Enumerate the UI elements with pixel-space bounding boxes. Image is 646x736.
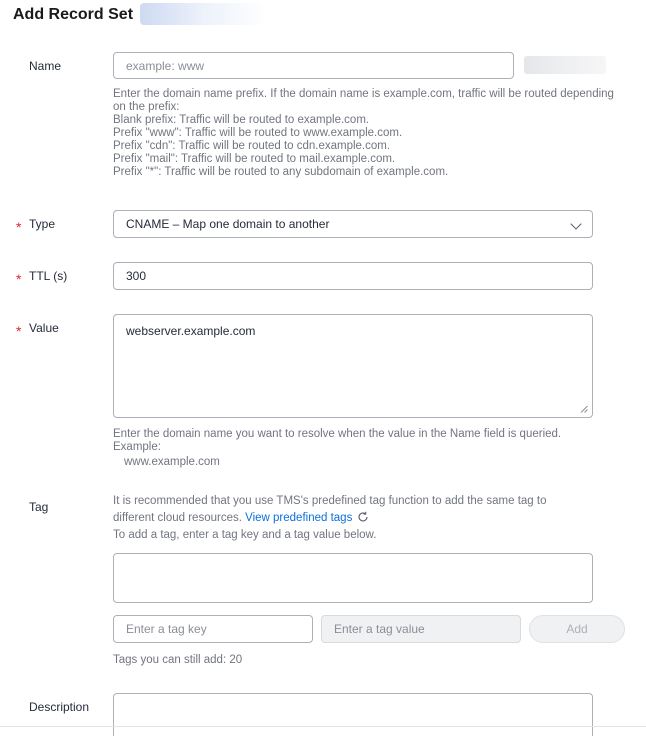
value-hint-line: Example:: [113, 441, 161, 453]
name-hint-line: Prefix "mail": Traffic will be routed to mail.example.com.: [113, 153, 396, 165]
title-redacted-region: [140, 3, 268, 25]
tag-list-box: [113, 553, 593, 603]
type-label: Type: [29, 217, 56, 231]
type-select-value: CNAME – Map one domain to another: [126, 217, 330, 231]
value-textarea-text: webserver.example.com: [126, 324, 256, 338]
value-hint: [113, 428, 561, 469]
tag-value-input[interactable]: [321, 615, 521, 643]
value-hint-example: www.example.com: [124, 456, 220, 468]
type-select[interactable]: [113, 210, 593, 238]
value-label: Value: [29, 321, 59, 335]
value-textarea[interactable]: [113, 314, 593, 418]
tag-label: Tag: [29, 500, 49, 514]
tag-info: [113, 493, 547, 544]
ttl-label: TTL (s): [29, 269, 68, 283]
tag-key-placeholder: Enter a tag key: [126, 622, 207, 636]
value-required-mark: *: [16, 323, 22, 339]
tag-value-placeholder: Enter a tag value: [334, 622, 425, 636]
name-hint-line: Blank prefix: Traffic will be routed to example.com.: [113, 114, 370, 126]
tag-info-line: To add a tag, enter a tag key and a tag value below.: [113, 529, 377, 541]
value-hint-line: Enter the domain name you want to resolve when the value in the Name field is queried.: [113, 428, 562, 440]
name-hint-line: on the prefix:: [113, 101, 180, 113]
name-label: Name: [29, 59, 62, 73]
add-tag-button[interactable]: [529, 615, 625, 643]
resize-handle-icon[interactable]: [580, 405, 588, 413]
ttl-input[interactable]: [113, 262, 593, 290]
type-required-mark: *: [16, 219, 22, 235]
footer-divider: [0, 726, 646, 727]
name-hint: [113, 88, 614, 179]
add-tag-button-label: Add: [566, 622, 588, 636]
domain-suffix-redacted: [524, 56, 606, 74]
name-hint-line: Prefix "*": Traffic will be routed to any subdomain of example.com.: [113, 166, 449, 178]
ttl-required-mark: *: [16, 271, 22, 287]
tag-info-text: different cloud resources.: [113, 512, 242, 524]
tags-remaining: Tags you can still add: 20: [113, 654, 243, 666]
view-predefined-tags-link[interactable]: View predefined tags: [245, 512, 353, 524]
tag-info-line-2: [113, 510, 547, 527]
refresh-icon[interactable]: [357, 511, 369, 523]
name-hint-line: Prefix "www": Traffic will be routed to www.example.com.: [113, 127, 403, 139]
ttl-input-value: 300: [126, 269, 147, 283]
name-hint-line: Enter the domain name prefix. If the domain name is example.com, traffic will be routed depending: [113, 88, 614, 100]
tag-info-line: It is recommended that you use TMS's predefined tag function to add the same tag to: [113, 495, 547, 507]
name-input[interactable]: [113, 52, 514, 79]
chevron-down-icon[interactable]: [570, 218, 581, 229]
name-input-placeholder: example: www: [126, 58, 205, 73]
name-hint-line: Prefix "cdn": Traffic will be routed to cdn.example.com.: [113, 140, 391, 152]
description-label: Description: [29, 700, 90, 714]
tag-key-input[interactable]: [113, 615, 313, 643]
dialog-title: Add Record Set: [13, 6, 134, 23]
description-textarea[interactable]: [113, 693, 593, 736]
